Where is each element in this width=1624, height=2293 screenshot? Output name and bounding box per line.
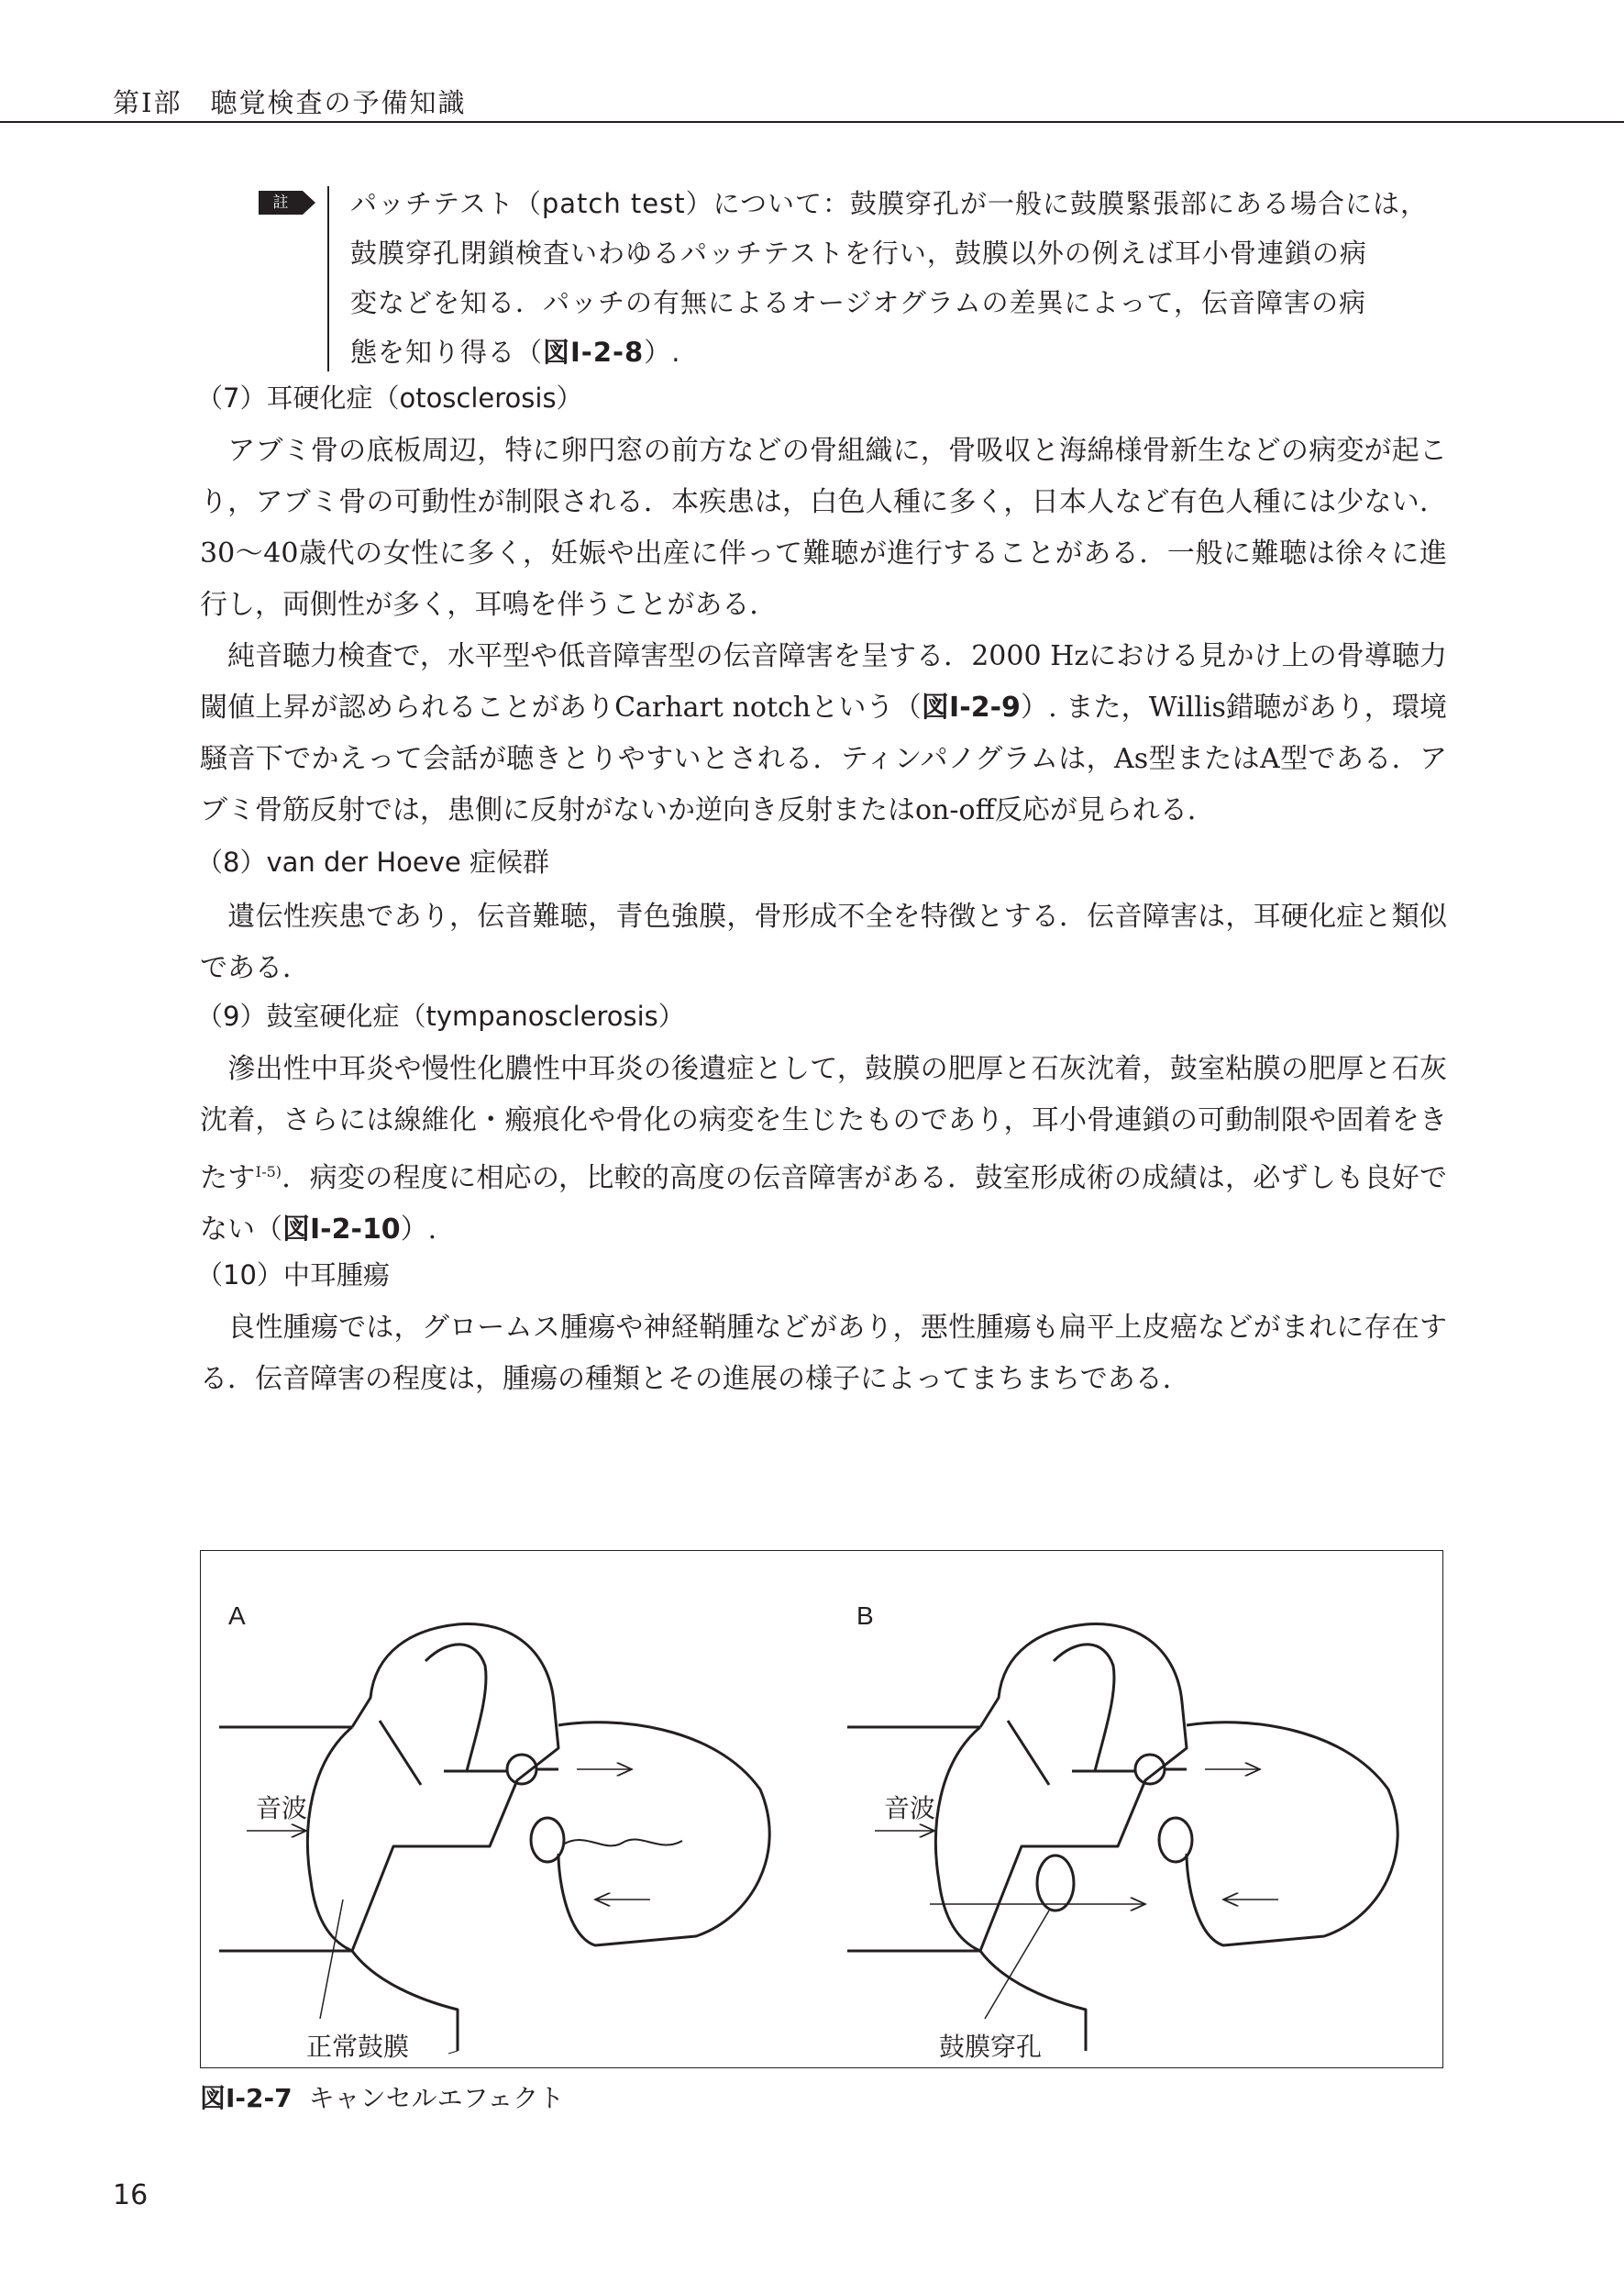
paragraph — [200, 892, 1447, 994]
incus-b — [1054, 1645, 1114, 1771]
panel-b-label: B — [856, 1601, 874, 1630]
paragraph — [200, 1302, 1447, 1405]
middle-ear-wall-b — [980, 1624, 1187, 1951]
perforation-label: 鼓膜穿孔 — [939, 2032, 1043, 2062]
section-heading-9: （9）鼓室硬化症（tympanosclerosis） — [196, 1001, 685, 1032]
note-line: パッチテスト（patch test）について：鼓膜穿孔が一般に鼓膜緊張部にある場合には， — [350, 188, 1429, 219]
note-line-text: ）. — [644, 337, 681, 368]
eardrum-b — [935, 1727, 980, 1951]
section-heading-7: （7）耳硬化症（otosclerosis） — [196, 382, 583, 414]
inner-ear-b — [1187, 1723, 1398, 1945]
sound-wave-label-b: 音波 — [884, 1793, 936, 1823]
wave-cancel-a — [563, 1840, 682, 1846]
paragraph-text: ）. — [400, 1213, 437, 1246]
paragraph — [200, 426, 1447, 631]
section-heading-10: （10）中耳腫瘍 — [196, 1259, 390, 1291]
figure-cancel-effect — [200, 1550, 1443, 2068]
citation: Ⅰ-5) — [255, 1163, 282, 1180]
round-window-b — [1159, 1818, 1192, 1862]
inner-ear-a — [558, 1723, 769, 1945]
paragraph-text: ．病変の程度に相応の，比較的高度の伝音障害がある．鼓室形成術の成績は，必ずしも良好でない（ — [200, 1162, 1448, 1246]
note-badge: 註 — [259, 191, 303, 215]
note-divider — [327, 186, 329, 371]
paragraph-text: アブミ骨の底板周辺，特に卵円窓の前方などの骨組織に，骨吸収と海綿様骨新生などの病変が起こり，アブミ骨の可動性が制限される．本疾患は，白色人種に多く，日本人など有色人種には少ない．30～40歳代の女性に多く，妊娠や出産に伴って難聴が進行することがある．一般に難聴は徐々に進行し，両側性が多く，耳鳴を伴うことがある． — [200, 435, 1447, 621]
sound-wave-label-a: 音波 — [256, 1793, 308, 1823]
panel-a-label: A — [228, 1601, 246, 1630]
ear-diagram — [201, 1551, 1444, 2069]
running-header — [0, 0, 1624, 123]
panel-a-diagram — [219, 1601, 769, 2054]
note-line — [350, 327, 1451, 377]
page-number: 16 — [113, 2179, 149, 2211]
figure-caption — [200, 2078, 564, 2115]
panel-b-diagram — [847, 1601, 1398, 2051]
figure-reference: 図Ⅰ-2-9 — [921, 692, 1021, 724]
section-heading-8: （8）van der Hoeve 症候群 — [196, 847, 549, 878]
figure-caption-label: 図Ⅰ-2-7 — [200, 2083, 293, 2113]
paragraph-text: 純音聴力検査で，水平型や低音障害型の伝音障害を呈する．2000 Hzにおける見かけ上の骨導聴力閾値上昇が認められることがありCarhart notchという（ — [200, 640, 1447, 724]
note-text — [350, 179, 1451, 377]
leader-eardrum — [320, 1900, 343, 2019]
paragraph-text: 良性腫瘍では，グロームス腫瘍や神経鞘腫などがあり，悪性腫瘍も扁平上皮癌などがまれに存在する．伝音障害の程度は，腫瘍の種類とその進展の様子によってまちまちである． — [200, 1312, 1447, 1395]
perforation-b — [1037, 1855, 1074, 1911]
figure-caption-text: キャンセルエフェクト — [308, 2083, 565, 2113]
round-window-a — [531, 1818, 564, 1862]
middle-ear-wall-a — [352, 1624, 558, 1951]
note-line: 鼓膜穿孔閉鎖検査いわゆるパッチテストを行い，鼓膜以外の例えば耳小骨連鎖の病 — [350, 238, 1367, 269]
malleus-b — [1008, 1721, 1049, 1785]
figure-reference: 図Ⅰ-2-8 — [543, 337, 645, 368]
paragraph-text: 滲出性中耳炎や慢性化膿性中耳炎の後遺症として，鼓膜の肥厚と石灰沈着，鼓室粘膜の肥厚と石灰沈着，さらには線維化・瘢痕化や骨化の病変を生じたものであり，耳小骨連鎖の可動制限や固着をきたす — [200, 1053, 1447, 1194]
note-line-text: 態を知り得る（ — [350, 337, 544, 368]
paragraph — [200, 1044, 1447, 1256]
figure-reference: 図Ⅰ-2-10 — [282, 1213, 401, 1246]
note-line: 変などを知る．パッチの有無によるオージオグラムの差異によって，伝音障害の病 — [350, 287, 1366, 318]
normal-eardrum-label: 正常鼓膜 — [306, 2032, 410, 2062]
paragraph — [200, 631, 1447, 836]
malleus-a — [380, 1721, 421, 1785]
header-title: 第Ⅰ部 聴覚検査の予備知識 — [113, 87, 467, 118]
paragraph-text: 遺伝性疾患であり，伝音難聴，青色強膜，骨形成不全を特徴とする．伝音障害は，耳硬化症と類似である． — [200, 901, 1447, 984]
incus-a — [425, 1645, 486, 1771]
paragraph-text: ）. また，Willis錯聴があり，環境騒音下でかえって会話が聴きとりやすいとされる．ティンパノグラムは，As型またはA型である．アブミ骨筋反射では，患側に反射がないか逆向き反射またはon-off反応が見られる． — [200, 692, 1448, 826]
eardrum-a — [307, 1727, 352, 1951]
